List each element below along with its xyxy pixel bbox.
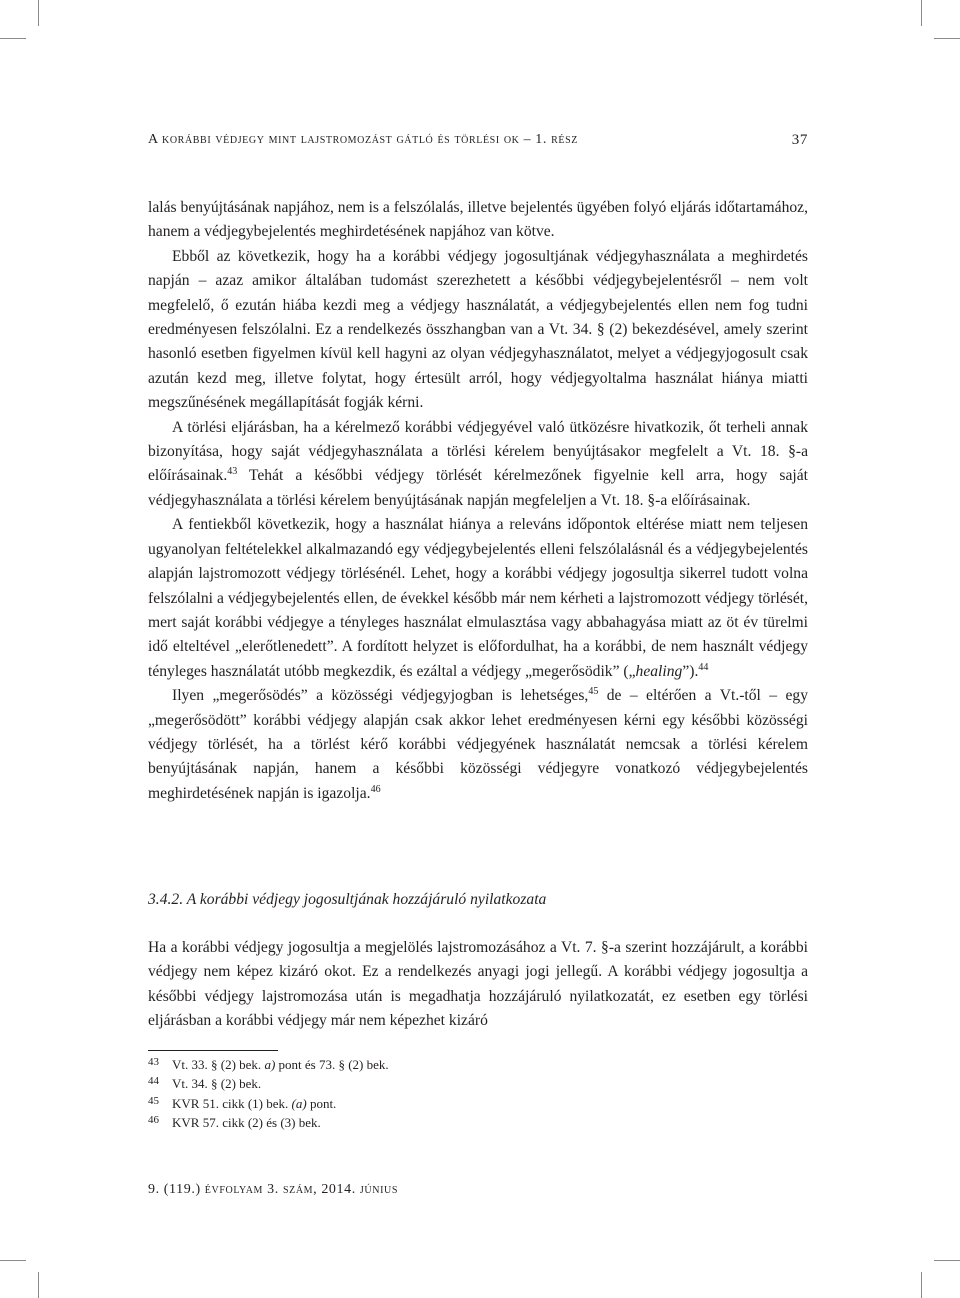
page-number: 37 <box>791 132 808 148</box>
paragraph-5 <box>148 684 808 806</box>
footer-issue: 9. (119.) évfolyam 3. szám, 2014. június <box>148 1182 398 1197</box>
footnote-ref[interactable]: 46 <box>370 783 381 795</box>
footnote-number: 44 <box>148 1075 159 1088</box>
italic-term: healing <box>635 662 683 680</box>
footnote-text: Vt. 34. § (2) bek. <box>172 1076 262 1092</box>
footnote-number: 43 <box>148 1056 159 1068</box>
paragraph-text: Ha a korábbi védjegy jogosultja a megjelölés lajstromozásához a Vt. 7. §-a szerint hozzájárult, a korábbi védjegy nem képez kizáró okot. Ez a rendelkezés anyagi jogi jellegű. A korábbi védjegy jogosultja a későbbi védjegy lajstromozása után is megadhatja hozzájáruló nyilatkozatát, ez esetben egy törlési eljárásban a korábbi védjegy már nem képezhet kizáró <box>148 939 808 1030</box>
body-text <box>148 196 808 806</box>
footnote-text: pont és 73. § (2) bek. <box>275 1057 389 1072</box>
footnote-ref[interactable]: 43 <box>227 466 238 478</box>
footnote-rule <box>148 1050 278 1051</box>
paragraph-4 <box>148 513 808 684</box>
footnote-italic: a) <box>264 1057 276 1072</box>
paragraph-text: ”). <box>682 662 699 680</box>
paragraph-2 <box>148 245 808 416</box>
paragraph-text: Ebből az következik, hogy ha a korábbi védjegy jogosultjának védjegyhasználata a meghirdetés napján – azaz amikor általában tudomást szerezhetett a későbbi védjegybejelentésről – nem volt megfelelő, ő ezután hiába kezdi meg a védjegy használatát, a védjegybejelentés ellen nem fog tudni eredményesen felszólalni. Ez a rendelkezés összhangban van a Vt. 34. § (2) bekezdésével, amely szerint hasonló esetben figyelmen kívül kell hagyni az olyan védjegyhasználatot, melyet a védjegyjogosult csak azután kezd meg, illetve folytat, hogy értesült arról, hogy védjegyoltalma használat hiánya miatti megszűnésének megállapítását fogják kérni. <box>148 247 808 412</box>
paragraph-text: lalás benyújtásának napjához, nem is a felszólalás, illetve bejelentés ügyében folyó eljárás időtartamához, hanem a védjegybejelentés meghirdetésének napjához van kötve. <box>148 199 808 241</box>
crop-mark <box>38 0 39 26</box>
footnote <box>148 1114 808 1133</box>
running-head-title: A korábbi védjegy mint lajstromozást gátló és törlési ok – 1. rész <box>148 132 578 147</box>
footnote <box>148 1056 808 1075</box>
section-body <box>148 936 808 1034</box>
footnote-number: 45 <box>148 1094 159 1107</box>
paragraph-text: de – eltérően a Vt.-től – egy „megerősödött” korábbi védjegy alapján csak akkor lehet eredményesen kérni egy későbbi közösségi védjegy törlését, ha a törlést kérő korábbi védjegyének használatát nemcsak a törlési kérelem benyújtásának napján, hanem a későbbi közösségi védjegyre vonatkozó védjegybejelentés meghirdetésének napján is igazolja. <box>148 687 808 802</box>
footnote-text: pont. <box>306 1095 337 1111</box>
section-paragraph <box>148 936 808 1034</box>
footnote-number: 46 <box>148 1114 159 1127</box>
footnote <box>148 1095 808 1114</box>
footnote <box>148 1075 808 1094</box>
footnote-text: KVR 51. cikk (1) bek. <box>172 1095 292 1111</box>
paragraph-text: Ilyen „megerősödés” a közösségi védjegyjogban is lehetséges, <box>172 687 589 705</box>
footnote-text: KVR 57. cikk (2) és (3) bek. <box>172 1115 321 1131</box>
footnote-italic: (a) <box>291 1095 307 1111</box>
crop-mark <box>38 1272 39 1298</box>
crop-mark <box>934 38 960 39</box>
section-title: 3.4.2. A korábbi védjegy jogosultjának hozzájáruló nyilatkozata <box>148 891 547 908</box>
paragraph-1 <box>148 196 808 245</box>
paragraph-3 <box>148 416 808 514</box>
crop-mark <box>934 1260 960 1261</box>
footnote-ref[interactable]: 44 <box>698 661 709 673</box>
crop-mark <box>0 38 26 39</box>
footnotes <box>148 1056 808 1134</box>
crop-mark <box>921 0 922 26</box>
paragraph-text: Tehát a későbbi védjegy törlését kérelmezőnek figyelnie kell arra, hogy saját védjegyhasználata a törlési kérelem benyújtásának napján megfeleljen a Vt. 18. §-a előírásainak. <box>148 467 808 509</box>
footnote-text: Vt. 33. § (2) bek. <box>172 1057 265 1072</box>
footnote-ref[interactable]: 45 <box>588 685 599 697</box>
paragraph-text: A törlési eljárásban, ha a kérelmező korábbi védjegyével való ütközésre hivatkozik, őt terheli annak bizonyítása, hogy saját védjegyhasználata a törlési kérelem benyújtásakor megfelelt a Vt. 18. §-a előírásainak. <box>148 418 808 485</box>
running-head <box>148 132 808 156</box>
crop-mark <box>0 1260 26 1261</box>
paragraph-text: A fentiekből következik, hogy a használat hiánya a releváns időpontok eltérése miatt nem teljesen ugyanolyan feltételekkel alkalmazandó egy védjegybejelentés elleni felszólalásnál és a védjegybejelentés alapján lajstromozott védjegy törlésénél. Lehet, hogy a korábbi védjegy jogosultja sikerrel tudott volna felszólalni a védjegybejelentés ellen, de évekkel később már nem kérheti a lajstromozott védjegy törlését, mert saját korábbi védjegye a tényleges használat elmulasztása vagy abbahagyása miatt az öt év türelmi idő elteltével „elerőtlenedett”. A fordított helyzet is előfordulhat, ha a korábbi, de nem használt védjegy tényleges használatát utóbb megkezdik, és ezáltal a védjegy „megerősödik” („ <box>148 516 808 680</box>
crop-mark <box>921 1272 922 1298</box>
